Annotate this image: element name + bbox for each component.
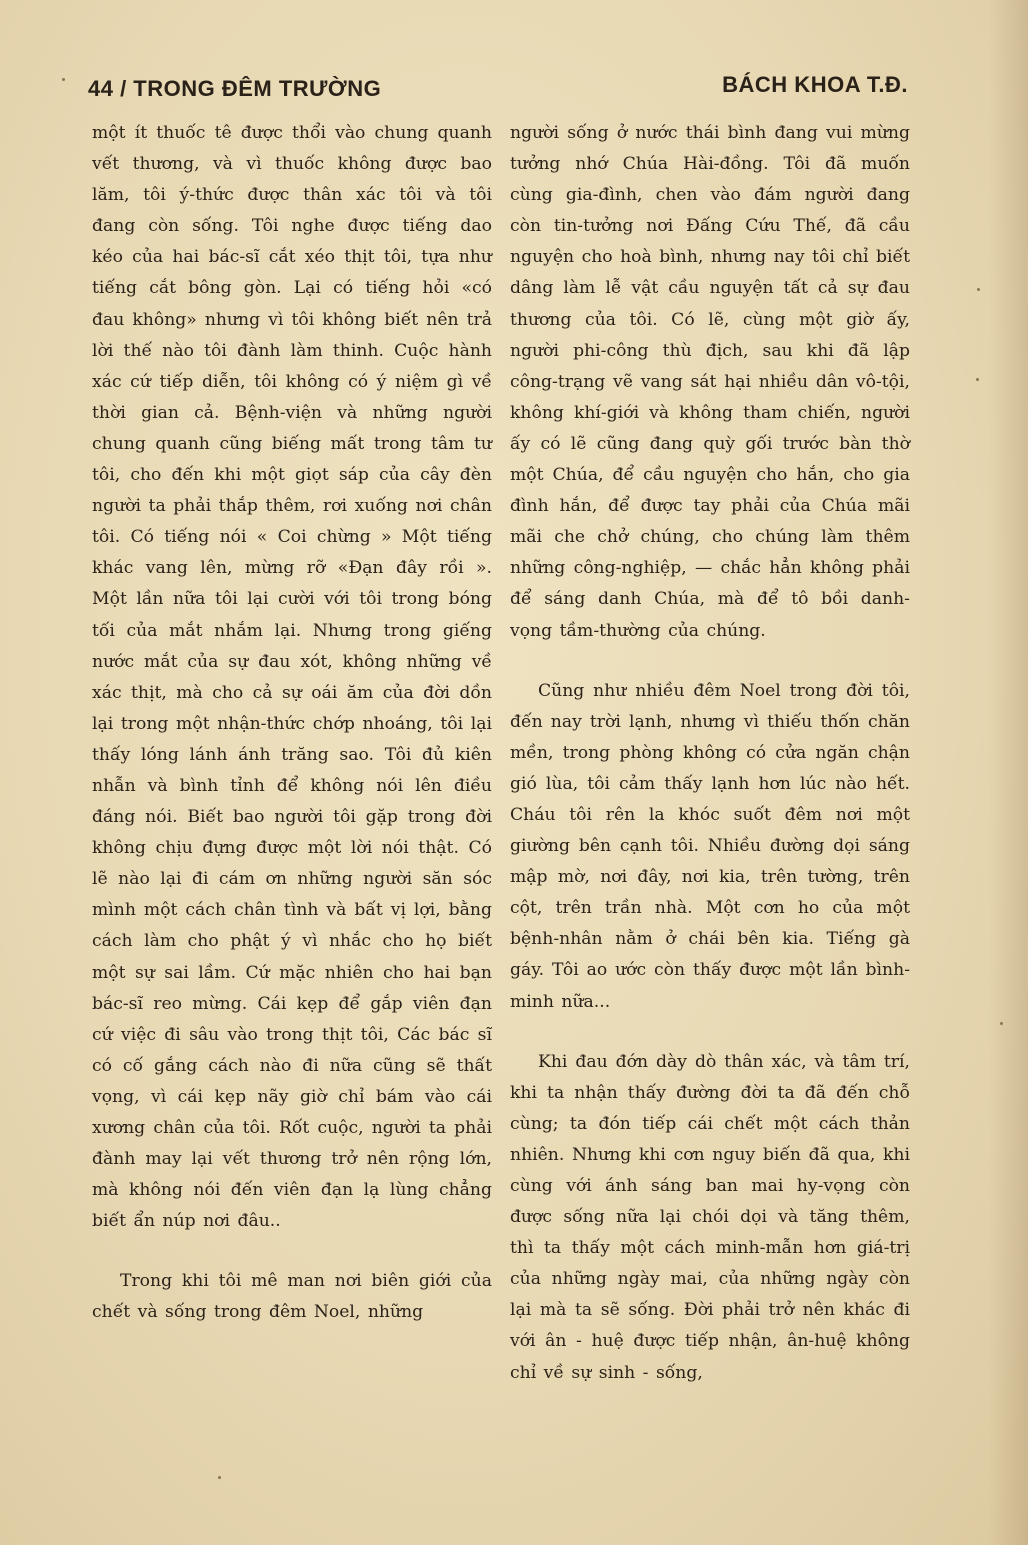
right-paragraph-3: Khi đau đớn dày dò thân xác, và tâm trí, khi ta nhận thấy đường đời ta đã đến chỗ cùng; ta đón tiếp cái chết một cách thản nhiên. Nhưng khi cơn nguy biến đã qua, khi cùng với ánh sáng ban mai hy-vọng còn được sống nữa lại chói dọi và tăng thêm, thì ta thấy một cách minh-mẫn hơn giá-trị của những ngày mai, của những ngày còn lại mà ta sẽ sống. Đời phải trở nên khác đi với ân - huệ được tiếp nhận, ân-huệ không chỉ về sự sinh - sống,: [510, 1051, 910, 1383]
paper-speck: [62, 78, 65, 81]
left-paragraph-1: một ít thuốc tê được thổi vào chung quanh vết thương, và vì thuốc không được bao lăm, tôi ý-thức được thân xác tôi và tôi đang còn sống. Tôi nghe được tiếng dao kéo của hai bác-sĩ cắt xéo thịt tôi, tựa như tiếng cắt bông gòn. Lại có tiếng hỏi «có đau không» nhưng vì tôi không biết nên trả lời thế nào tôi đành làm thinh. Cuộc hành xác cứ tiếp diễn, tôi không có ý niệm gì về thời gian cả. Bệnh-viện và những người chung quanh cũng biếng mất trong tâm tư tôi, cho đến khi một giọt sáp của cây đèn người ta phải thắp thêm, rơi xuống nơi chân tôi. Có tiếng nói « Coi chừng » Một tiếng khác vang lên, mừng rỡ «Đạn đây rồi ». Một lần nữa tôi lại cười với tôi trong bóng tối của mắt nhắm lại. Nhưng trong giếng nước mắt của sự đau xót, không những về xác thịt, mà cho cả sự oái ăm của đời dồn lại trong một nhận-thức chớp nhoáng, tôi lại thấy lóng lánh ánh trăng sao. Tôi đủ kiên nhẫn và bình tỉnh để không nói lên điều đáng nói. Biết bao người tôi gặp trong đời không chịu đựng được một lời nói thật. Có lẽ nào lại đi cám ơn những người săn sóc mình một cách chân tình và bất vị lợi, bằng cách làm cho phật ý vì nhắc cho họ biết một sự sai lầm. Cứ mặc nhiên cho hai bạn bác-sĩ reo mừng. Cái kẹp để gắp viên đạn cứ việc đi sâu vào trong thịt tôi, Các bác sĩ có cố gắng cách nào đi nữa cũng sẽ thất vọng, vì cái kẹp nãy giờ chỉ bám vào cái xương chân của tôi. Rốt cuộc, người ta phải đành may lại vết thương trở nên rộng lớn, mà không nói đến viên đạn lạ lùng chẳng biết ẩn núp nơi đâu..: [92, 123, 492, 1232]
left-paragraph-2: Trong khi tôi mê man nơi biên giới của chết và sống trong đêm Noel, những: [92, 1271, 492, 1323]
paper-speck: [218, 1476, 221, 1479]
right-column: [510, 118, 910, 1389]
right-paragraph-1: người sống ở nước thái bình đang vui mừng tưởng nhớ Chúa Hài-đồng. Tôi đã muốn cùng gia-đình, chen vào đám người đang còn tin-tưởng nơi Đấng Cứu Thế, đã cầu nguyện cho hoà bình, nhưng nay tôi chỉ biết dâng làm lễ vật cầu nguyện tất cả sự đau thương của tôi. Có lẽ, cùng một giờ ấy, người phi-công thù địch, sau khi đã lập công-trạng vẽ vang sát hại nhiều dân vô-tội, không khí-giới và không tham chiến, người ấy có lẽ cũng đang quỳ gối trước bàn thờ một Chúa, để cầu nguyện cho hắn, cho gia đình hắn, để được tay phải của Chúa mãi mãi che chở chúng, cho chúng làm thêm những công-nghiệp, — chắc hẳn không phải để sáng danh Chúa, mà để tô bồi danh-vọng tầm-thường của chúng.: [510, 123, 910, 641]
header-magazine-name: BÁCH KHOA T.Đ.: [722, 72, 908, 97]
left-column: [92, 118, 492, 1329]
header-page-number-and-title: 44 / TRONG ĐÊM TRƯỜNG: [88, 76, 382, 101]
paper-speck: [977, 288, 980, 291]
page-edge-shadow: [988, 0, 1028, 1545]
running-header: [88, 72, 908, 112]
paper-speck: [1000, 1022, 1003, 1025]
right-paragraph-2: Cũng như nhiều đêm Noel trong đời tôi, đến nay trời lạnh, nhưng vì thiếu thốn chăn mền, trong phòng không có cửa ngăn chận gió lùa, tôi cảm thấy lạnh hơn lúc nào hết. Cháu tôi rên la khóc suốt đêm nơi một giường bên cạnh tôi. Nhiều đường dọi sáng mập mờ, nơi đây, nơi kia, trên tường, trên cột, trên trần nhà. Một cơn ho của một bệnh-nhân nằm ở chái bên kia. Tiếng gà gáy. Tôi ao ước còn thấy được một lần bình-minh nữa...: [510, 680, 910, 1012]
paper-speck: [976, 378, 979, 381]
